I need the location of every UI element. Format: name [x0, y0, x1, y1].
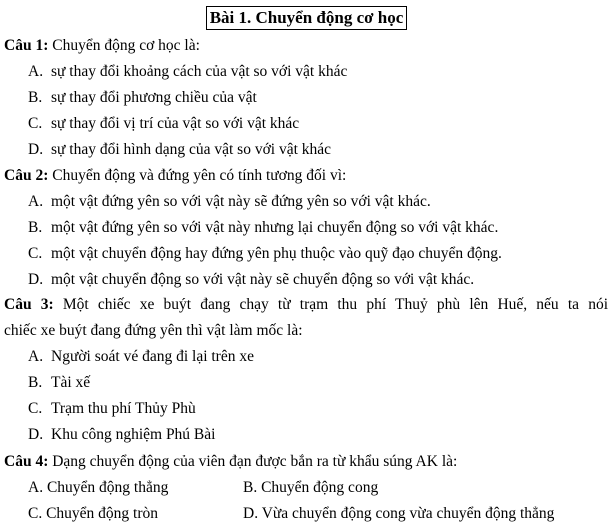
question-1-option-d: D. sự thay đổi hình dạng của vật so với vật khác	[28, 141, 332, 158]
question-1-option-a: A. sự thay đổi khoảng cách của vật so với vật khác	[28, 63, 348, 80]
question-2-option-b: B. một vật đứng yên so với vật này nhưng lại chuyển động so với vật khác.	[28, 219, 499, 236]
question-3-option-d: D. Khu công nghiệm Phú Bài	[28, 426, 216, 443]
question-1	[4, 36, 200, 56]
question-4-option-d: D. Vừa chuyển động cong vừa chuyển động thẳng	[243, 505, 555, 522]
question-3-text-line2: chiếc xe buýt đang đứng yên thì vật làm mốc là:	[4, 322, 303, 339]
question-2-option-a: A. một vật đứng yên so với vật này sẽ đứng yên so với vật khác.	[28, 193, 431, 210]
question-4-option-c: C. Chuyển động tròn	[28, 505, 159, 522]
question-4-option-b: B. Chuyển động cong	[243, 479, 379, 496]
question-3-option-a: A. Người soát vé đang đi lại trên xe	[28, 348, 254, 365]
question-2-label: Câu 2:	[4, 167, 49, 184]
page-title: Bài 1. Chuyển động cơ học	[206, 6, 408, 30]
question-3-text-line1: Một chiếc xe buýt đang chạy từ trạm thu phí Thuỷ phù lên Huế, nếu ta nói	[62, 296, 609, 313]
question-3-option-c: C. Trạm thu phí Thủy Phù	[28, 400, 196, 417]
question-4-option-a: A. Chuyển động thẳng	[28, 479, 169, 496]
question-1-text: Chuyển động cơ học là:	[52, 37, 200, 54]
question-2-option-d: D. một vật chuyển động so với vật này sẽ chuyển động so với vật khác.	[28, 271, 475, 288]
question-2-text: Chuyển động và đứng yên có tính tương đối vì:	[52, 167, 347, 184]
question-2-option-c: C. một vật chuyển động hay đứng yên phụ thuộc vào quỹ đạo chuyển động.	[28, 245, 502, 262]
question-3	[4, 295, 608, 315]
question-2	[4, 166, 346, 186]
question-1-option-b: B. sự thay đổi phương chiều của vật	[28, 89, 257, 106]
question-1-label: Câu 1:	[4, 37, 49, 54]
question-4-text: Dạng chuyển động của viên đạn được bắn ra từ khẩu súng AK là:	[52, 453, 458, 470]
question-3-label: Câu 3:	[4, 296, 54, 313]
title-container	[0, 6, 613, 30]
question-3-option-b: B. Tài xế	[28, 374, 91, 391]
question-4	[4, 452, 457, 472]
question-1-option-c: C. sự thay đổi vị trí của vật so với vật khác	[28, 115, 300, 132]
question-4-label: Câu 4:	[4, 453, 49, 470]
